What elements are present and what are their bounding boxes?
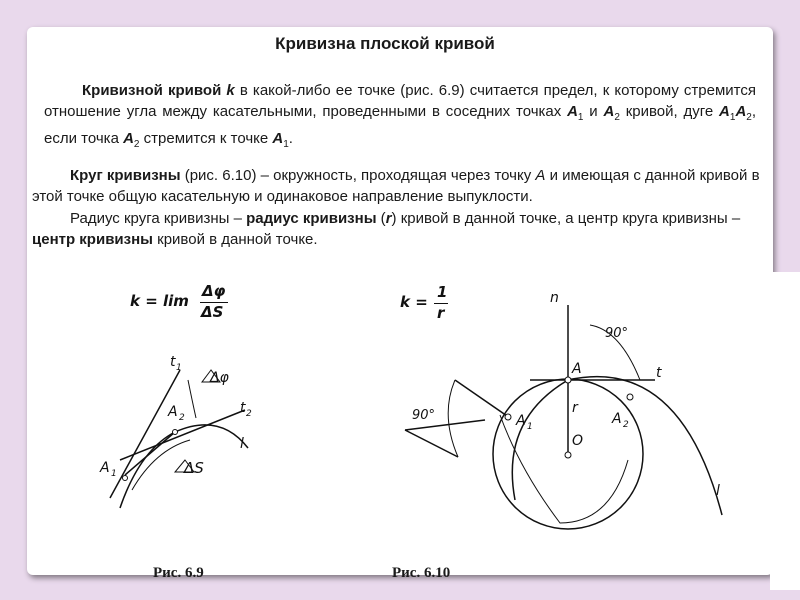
label-l: l <box>240 436 244 452</box>
subscript: 1 <box>577 112 584 123</box>
tangent-t1 <box>110 370 180 498</box>
label-t2-sub: 2 <box>246 409 252 419</box>
symbol-A1: A <box>567 103 578 120</box>
label-A1-sub: 1 <box>527 422 533 432</box>
label-A2: A <box>168 404 178 420</box>
label-A2-sub: 2 <box>179 413 185 423</box>
symbol-A2: A <box>735 103 747 120</box>
caption-fig-6-10: Рис. 6.10 <box>392 565 451 581</box>
angle-arc-left <box>448 380 458 457</box>
symbol-r: r <box>385 210 392 227</box>
subscript: 1 <box>283 139 289 150</box>
term-curvature-radius: радиус кривизны <box>246 210 377 227</box>
symbol-A2: A <box>603 103 615 120</box>
symbol-k: k <box>226 82 235 99</box>
paragraph-curvature-circle <box>32 165 762 207</box>
point-O <box>565 452 571 458</box>
label-angle-90-left: 90° <box>412 408 436 423</box>
formula-lhs: k = lim <box>130 292 189 310</box>
line-to-A2 <box>125 432 175 475</box>
subscript: 1 <box>729 112 736 123</box>
symbol-A1: A <box>719 103 730 120</box>
label-t2: t <box>240 400 246 416</box>
text-run: ) кривой в данной точке, а центр круга кривизны – <box>391 210 741 227</box>
text-run: и <box>583 103 604 120</box>
label-t1-sub: 1 <box>176 363 182 373</box>
text-run: Радиус круга кривизны – <box>70 210 247 227</box>
label-A2-sub: 2 <box>623 420 629 430</box>
symbol-A2: A <box>123 130 134 147</box>
label-O: O <box>572 433 584 449</box>
paragraph-curvature-definition <box>44 80 756 155</box>
term-curvature: Кривизной кривой <box>82 82 227 99</box>
term-curvature-circle: Круг кривизны <box>70 167 181 184</box>
curvature-circle-inner <box>500 415 628 523</box>
point-A <box>565 377 571 383</box>
label-n: n <box>550 290 559 306</box>
paragraph-curvature-radius <box>32 208 762 250</box>
formula-numerator: Δφ <box>202 282 226 300</box>
label-t: t <box>656 365 662 381</box>
angle-arc-dphi <box>188 380 196 418</box>
point-A1 <box>123 476 128 481</box>
tangent-A1 <box>455 380 510 418</box>
text-run: кривой в данной точке. <box>152 231 318 248</box>
text-run: кривой, дуге <box>619 103 720 120</box>
text-run: , если точка <box>44 103 757 147</box>
symbol-A: A <box>535 167 546 184</box>
symbol-A1: A <box>272 130 284 147</box>
point-A2 <box>627 394 633 400</box>
term-curvature-center: центр кривизны <box>32 231 153 248</box>
label-A2: A <box>612 411 622 427</box>
point-A2 <box>173 430 178 435</box>
text-run: . <box>288 130 293 147</box>
subscript: 2 <box>614 112 620 123</box>
slide-right-panel <box>770 272 800 590</box>
caption-fig-6-9: Рис. 6.9 <box>153 565 204 581</box>
formula-lhs: k = <box>400 293 428 311</box>
label-A1: A <box>516 413 526 429</box>
figure-6-10 <box>400 285 740 535</box>
formula-denominator: ΔS <box>201 303 224 321</box>
label-A: A <box>572 361 582 377</box>
label-l: l <box>716 483 720 499</box>
formula-denominator: r <box>437 304 445 322</box>
formula-curvature-limit <box>130 282 260 322</box>
slide-title: Кривизна плоской кривой <box>275 34 495 53</box>
point-A1 <box>505 414 511 420</box>
text-run: стремится к точке <box>139 130 273 147</box>
subscript: 2 <box>133 139 140 150</box>
label-A1: A <box>100 460 110 476</box>
figure-6-9 <box>80 340 280 510</box>
text-run: ( <box>376 210 386 227</box>
subscript: 2 <box>746 112 752 123</box>
text-run: в какой-либо ее точке (рис. 6.9) считается предел, к которому стремится отношение угла между касательными, проведенными в соседних точках <box>44 82 756 120</box>
label-dS: ΔS <box>184 459 204 477</box>
label-A1-sub: 1 <box>111 469 117 479</box>
label-dphi: Δφ <box>210 370 229 386</box>
label-angle-90-top: 90° <box>605 326 629 341</box>
text-run: и имеющая с данной кривой в этой точке общую касательную и одинаковое направление выпуклости. <box>32 167 760 205</box>
label-r: r <box>572 400 578 416</box>
label-t1: t <box>170 354 176 370</box>
formula-numerator: 1 <box>437 283 448 301</box>
text-run: (рис. 6.10) – окружность, проходящая через точку <box>180 167 536 184</box>
